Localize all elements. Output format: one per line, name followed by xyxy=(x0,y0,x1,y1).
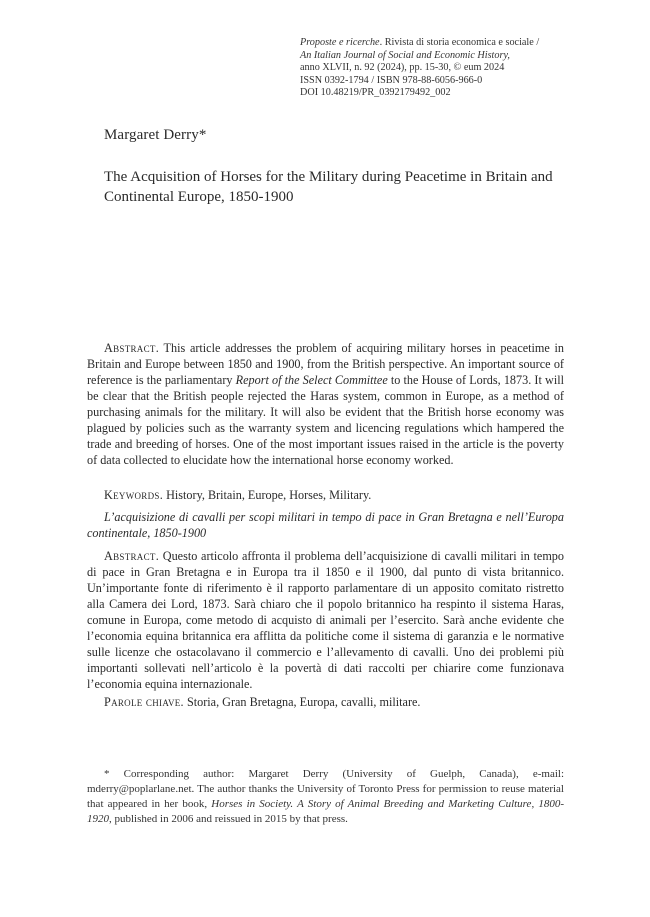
keywords-english xyxy=(87,487,564,503)
keywords-label: Keywords. xyxy=(104,488,164,502)
italian-title xyxy=(87,509,564,541)
abstract-text-1: This article addresses the problem of acquiring military horses in peacetime in Britain and Europe between 1850 and 1900, from the British perspective. An important source of reference is the parliamentary xyxy=(87,341,564,387)
journal-english-title: An Italian Journal of Social and Economic History, xyxy=(300,49,510,61)
abstract-english xyxy=(87,340,564,468)
author-name: Margaret Derry* xyxy=(104,127,207,143)
parole-chiave-label: Parole chiave. xyxy=(104,695,184,709)
journal-line-1 xyxy=(300,37,570,50)
report-title: Report of the Select Committee xyxy=(235,373,388,387)
italian-title-text: L’acquisizione di cavalli per scopi militari in tempo di pace in Gran Bretagna e nell’Europa continentale, 1850-1900 xyxy=(87,510,564,540)
footnote-text-1: * Corresponding author: Margaret Derry (University of Guelph, Canada), e-mail: mderry@poplarlane.net. The author thanks the University of Toronto Press for permission to reuse material that appeared in her book, xyxy=(87,768,564,810)
abstract-italian xyxy=(87,548,564,692)
abstract-text-2: to the House of Lords, 1873. It will be clear that the British people rejected the Haras system, common in Europe, as a method of purchasing animals for the military. It will also be evident that the British horse economy was plagued by policies such as the warranty system and licencing regulations which hampered the trade and breeding of horses. One of the most important issues raised in the article is the poverty of data collected to elucidate how the international horse economy worked. xyxy=(87,373,564,467)
footnote-text-2: , published in 2006 and reissued in 2015 by that press. xyxy=(109,813,348,825)
journal-subtitle: . Rivista di storia economica e sociale / xyxy=(379,37,540,48)
abstract-label: Abstract. xyxy=(104,341,160,355)
book-title: Horses in Society. A Story of Animal Breeding and Marketing Culture, 1800-1920 xyxy=(87,798,564,825)
parole-chiave-text: Storia, Gran Bretagna, Europa, cavalli, militare. xyxy=(183,695,421,709)
footnote xyxy=(87,767,564,827)
article-title: The Acquisition of Horses for the Military during Peacetime in Britain and Continental Europe, 1850-1900 xyxy=(104,169,553,205)
keywords-italian xyxy=(87,694,564,710)
abstract-it-text: Questo articolo affronta il problema dell’acquisizione di cavalli militari in tempo di pace in Gran Bretagna e in Europa tra il 1850 e il 1900, dal punto di vista britannico. Un’importante fonte di riferimento è il rapporto parlamentare di un apposito comitato ristretto alla Camera dei Lord, 1873. Sarà chiaro che il popolo britannico ha respinto il sistema Haras, comune in Europa, come metodo di acquisto di animali per l’esercito. Sarà anche evidente che l’economia equina britannica era afflitta da politiche come il sistema di garanzia e le normative sulle licenze che ostacolavano il commercio e l’allevamento di cavalli. Uno dei problemi più importanti sollevati nell’articolo è la povertà di dati raccolti per chiarire come funzionava l’economia equina internazionale. xyxy=(87,549,564,691)
abstract-it-label: Abstract. xyxy=(104,549,160,563)
journal-issn: ISSN 0392-1794 / ISBN 978-88-6056-966-0 xyxy=(300,74,483,86)
journal-doi: DOI 10.48219/PR_0392179492_002 xyxy=(300,87,451,99)
journal-citation xyxy=(300,37,570,100)
keywords-text: History, Britain, Europe, Horses, Military. xyxy=(163,488,372,502)
journal-issue: anno XLVII, n. 92 (2024), pp. 15-30, © eum 2024 xyxy=(300,62,505,74)
journal-name: Proposte e ricerche xyxy=(300,37,380,48)
